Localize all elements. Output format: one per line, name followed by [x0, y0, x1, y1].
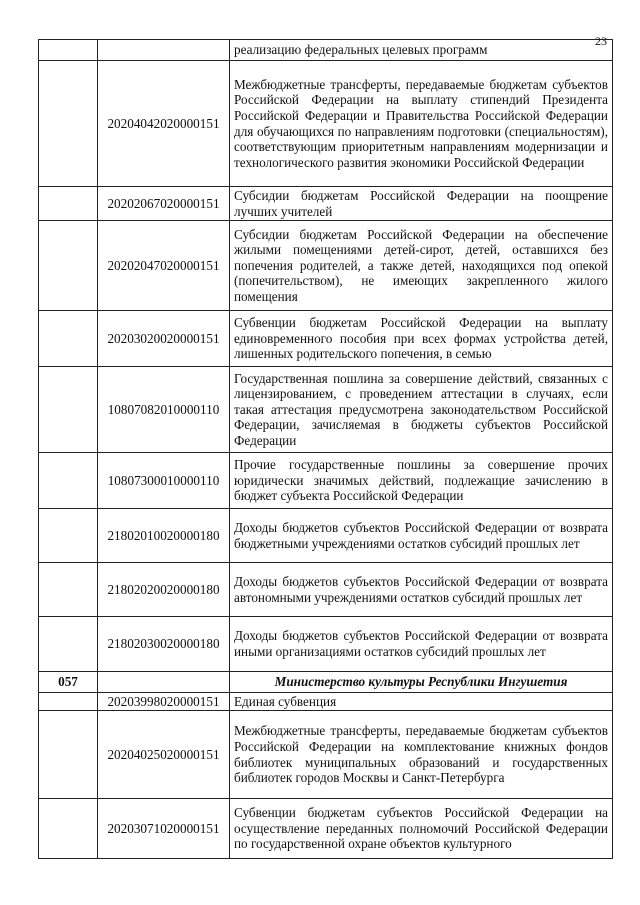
table-row — [39, 367, 613, 453]
income-name-cell: Доходы бюджетов субъектов Российской Федерации от возврата иными организациями остатков субсидий прошлых лет — [230, 617, 613, 672]
table-row — [39, 672, 613, 693]
classification-code-cell: 21802020020000180 — [98, 563, 230, 617]
org-code-cell — [39, 693, 98, 711]
income-name-cell: Государственная пошлина за совершение действий, связанных с лицензированием, с проведением аттестации в случаях, если такая аттестация предусмотрена законодательством Российской Федерации, зачисляемая в бюджеты субъектов Российской Федерации — [230, 367, 613, 453]
budget-classification-table — [38, 39, 613, 859]
table-row — [39, 799, 613, 859]
org-code-cell — [39, 40, 98, 61]
org-code-cell — [39, 61, 98, 187]
income-name-cell: Единая субвенция — [230, 693, 613, 711]
classification-code-cell: 21802010020000180 — [98, 509, 230, 563]
classification-code-cell — [98, 40, 230, 61]
org-code-cell — [39, 509, 98, 563]
org-code-cell — [39, 617, 98, 672]
classification-code-cell: 10807082010000110 — [98, 367, 230, 453]
income-name-cell: Межбюджетные трансферты, передаваемые бюджетам субъектов Российской Федерации на выплату стипендий Президента Российской Федерации и Правительства Российской Федерации для обучающихся по направлениям подготовки (специальностям), соответствующим приоритетным направлениям модернизации и технологического развития экономики Российской Федерации — [230, 61, 613, 187]
table-row — [39, 221, 613, 311]
table-row — [39, 61, 613, 187]
org-code-cell — [39, 221, 98, 311]
table-row — [39, 711, 613, 799]
classification-code-cell: 20204025020000151 — [98, 711, 230, 799]
department-heading: Министерство культуры Республики Ингушетия — [230, 672, 613, 693]
org-code-cell — [39, 799, 98, 859]
income-name-cell: Межбюджетные трансферты, передаваемые бюджетам субъектов Российской Федерации на комплектование книжных фондов библиотек муниципальных образований и государственных библиотек городов Москвы и Санкт-Петербурга — [230, 711, 613, 799]
classification-code-cell — [98, 672, 230, 693]
classification-code-cell: 21802030020000180 — [98, 617, 230, 672]
income-name-cell: Прочие государственные пошлины за совершение прочих юридически значимых действий, подлежащие зачислению в бюджет субъекта Российской Федерации — [230, 453, 613, 509]
classification-code-cell: 20203020020000151 — [98, 311, 230, 367]
classification-code-cell: 10807300010000110 — [98, 453, 230, 509]
income-name-cell: реализацию федеральных целевых программ — [230, 40, 613, 61]
table-row — [39, 693, 613, 711]
table-row — [39, 311, 613, 367]
classification-code-cell: 20203998020000151 — [98, 693, 230, 711]
org-code-cell — [39, 187, 98, 221]
income-name-cell: Доходы бюджетов субъектов Российской Федерации от возврата автономными учреждениями остатков субсидий прошлых лет — [230, 563, 613, 617]
income-name-cell: Субсидии бюджетам Российской Федерации на обеспечение жилыми помещениями детей-сирот, детей, оставшихся без попечения родителей, а также детей, находящихся под опекой (попечительством), не имеющих закрепленного жилого помещения — [230, 221, 613, 311]
income-name-cell: Субвенции бюджетам субъектов Российской Федерации на осуществление переданных полномочий Российской Федерации по государственной охране объектов культурного — [230, 799, 613, 859]
table-row — [39, 617, 613, 672]
org-code-cell — [39, 711, 98, 799]
classification-code-cell: 20202047020000151 — [98, 221, 230, 311]
org-code-cell — [39, 563, 98, 617]
income-name-cell: Субвенции бюджетам Российской Федерации на выплату единовременного пособия при всех формах устройства детей, лишенных родительского попечения, в семью — [230, 311, 613, 367]
income-name-cell: Доходы бюджетов субъектов Российской Федерации от возврата бюджетными учреждениями остатков субсидий прошлых лет — [230, 509, 613, 563]
classification-code-cell: 20203071020000151 — [98, 799, 230, 859]
org-code-cell — [39, 311, 98, 367]
table-row — [39, 563, 613, 617]
org-code-cell — [39, 453, 98, 509]
income-name-cell: Субсидии бюджетам Российской Федерации на поощрение лучших учителей — [230, 187, 613, 221]
table-row — [39, 509, 613, 563]
classification-code-cell: 20204042020000151 — [98, 61, 230, 187]
table-row — [39, 40, 613, 61]
org-code-cell: 057 — [39, 672, 98, 693]
table-row — [39, 453, 613, 509]
table-row — [39, 187, 613, 221]
org-code-cell — [39, 367, 98, 453]
classification-code-cell: 20202067020000151 — [98, 187, 230, 221]
page-number: 23 — [595, 34, 607, 48]
